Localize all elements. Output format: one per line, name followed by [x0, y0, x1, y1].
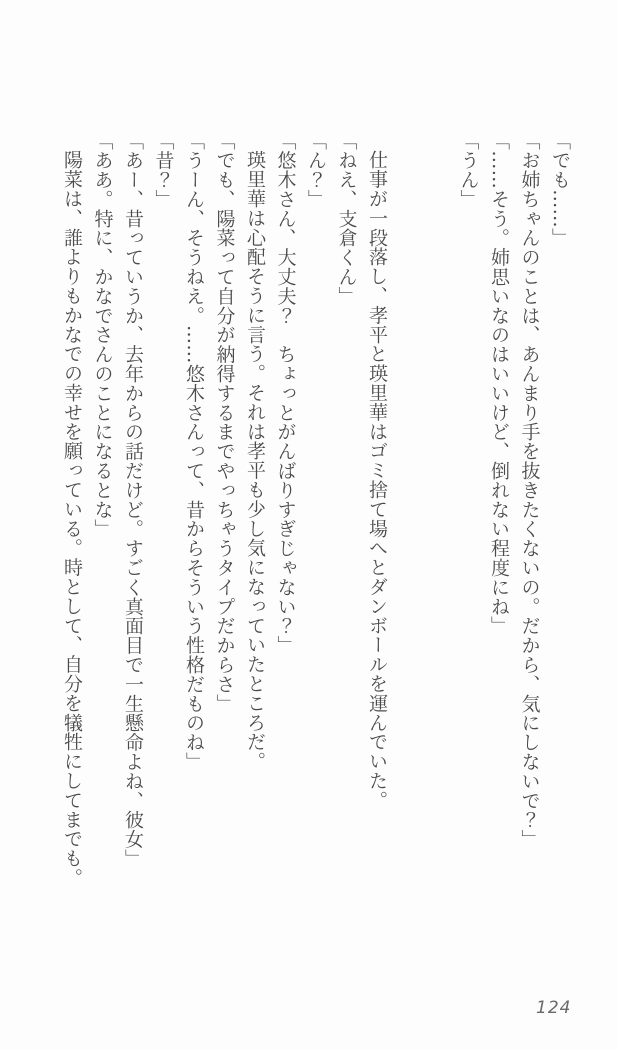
- paragraph: 「昔？」: [152, 131, 175, 209]
- paragraph: 「ん？」: [305, 131, 327, 209]
- paragraph: 「ああ。特に、かなでさんのことになるとな」: [91, 131, 114, 539]
- paragraph: 瑛里華は心配そうに言う。それは孝平も少し気になっていたところだ。: [244, 150, 266, 771]
- paragraph: 「でも、陽菜って自分が納得するまでやっちゃうタイプだからさ」: [213, 131, 236, 713]
- paragraph: 「あー、昔っていうか、去年からの話だけど。すごく真面目で一生懸命よね、彼女」: [122, 131, 144, 869]
- paragraph: 「悠木さん、大丈夫？ ちょっとがんばりすぎじゃない？」: [274, 131, 297, 655]
- paragraph: 「お姉ちゃんのことは、あんまり手を抜きたくないの。だから、気にしないで？」: [518, 131, 541, 849]
- paragraph: 陽菜は、誰よりもかなでの幸せを願っている。時として、自分を犠牲にしてまでも。: [61, 150, 83, 888]
- paragraph: 「でも……」: [549, 131, 571, 248]
- paragraph: 「うーん、そうねえ。……悠木さんって、昔からそういう性格だものね」: [183, 131, 205, 772]
- paragraph: 仕事が一段落し、孝平と瑛里華はゴミ捨て場へとダンボールを運んでいた。: [366, 150, 388, 810]
- paragraph: 「……そう。姉思いなのはいいけど、倒れない程度にね」: [488, 131, 510, 636]
- paragraph: 「ねえ、支倉くん」: [335, 131, 358, 306]
- vertical-text-block: [57, 131, 576, 893]
- paragraph: 「うん」: [457, 131, 480, 209]
- page-number: 124: [536, 998, 572, 1018]
